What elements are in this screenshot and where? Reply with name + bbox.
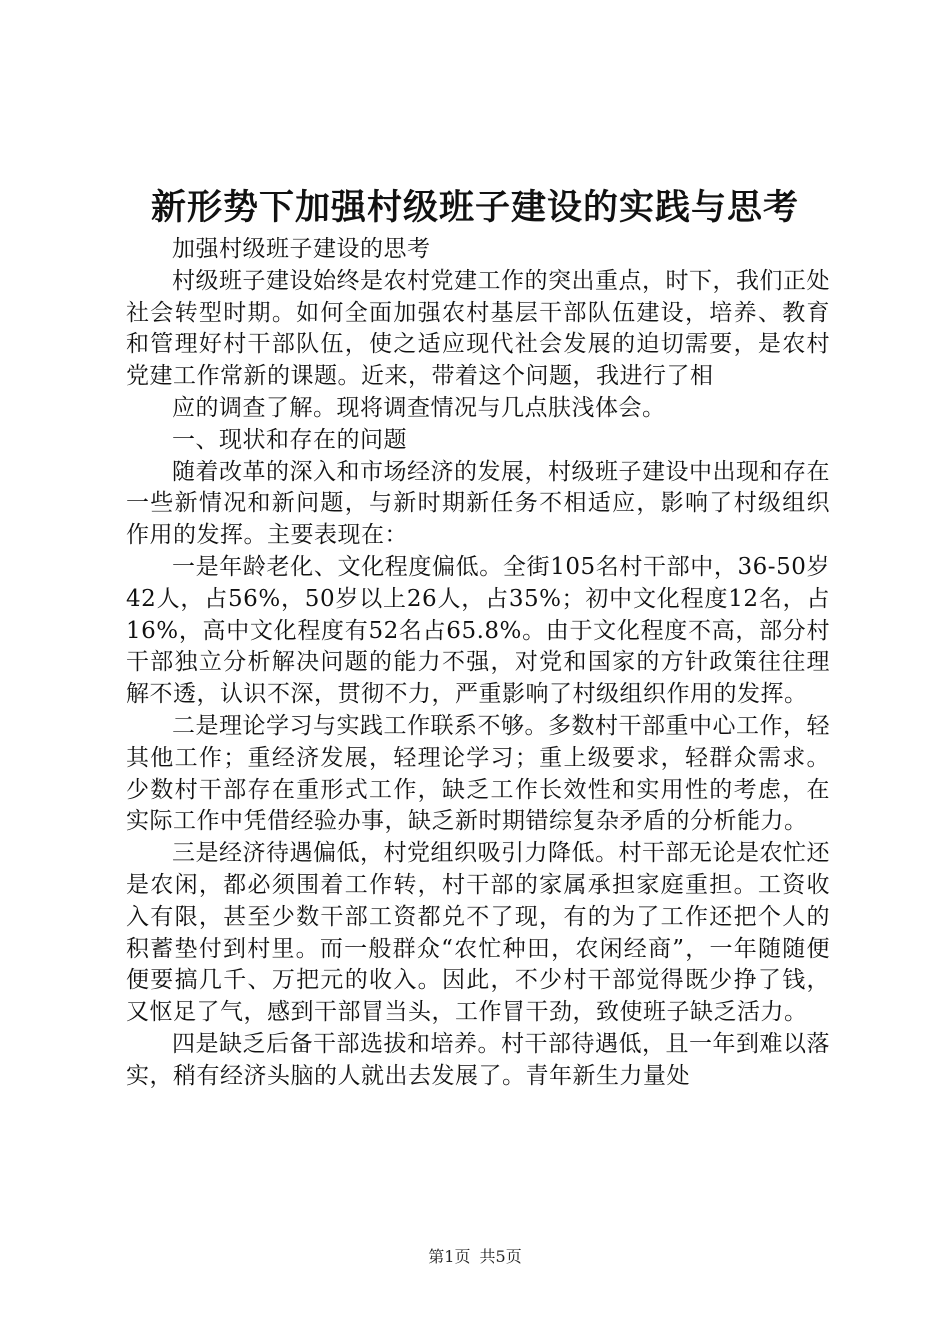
paragraph: 三是经济待遇偏低，村党组织吸引力降低。村干部无论是农忙还是农闲，都必须围着工作转，村干部的家属承担家庭重担。工资收入有限，甚至少数干部工资都兑不了现，有的为了工作还把个人的积蓄垫付到村里。而一般群众“农忙种田，农闲经商”，一年随随便便要搞几千、万把元的收入。因此，不少村干部觉得既少挣了钱，又怄足了气，感到干部冒当头，工作冒干劲，致使班子缺乏活力。 xyxy=(126,840,830,1026)
document-body xyxy=(126,234,830,1093)
page-number: 第1页 xyxy=(428,1247,471,1266)
paragraph: 二是理论学习与实践工作联系不够。多数村干部重中心工作，轻其他工作；重经济发展，轻理论学习；重上级要求，轻群众需求。少数村干部存在重形式工作，缺乏工作长效性和实用性的考虑，在实际工作中凭借经验办事，缺乏新时期错综复杂矛盾的分析能力。 xyxy=(126,712,830,835)
document-title: 新形势下加强村级班子建设的实践与思考 xyxy=(150,187,799,228)
section-heading: 一、现状和存在的问题 xyxy=(172,426,407,453)
paragraph: 四是缺乏后备干部选拔和培养。村干部待遇低，且一年到难以落实，稍有经济头脑的人就出去发展了。青年新生力量处 xyxy=(126,1030,830,1089)
paragraph: 村级班子建设始终是农村党建工作的突出重点，时下，我们正处社会转型时期。如何全面加强农村基层干部队伍建设，培养、教育和管理好村干部队伍，使之适应现代社会发展的迫切需要，是农村党建工作常新的课题。近来，带着这个问题，我进行了相 xyxy=(126,267,830,390)
page-total: 共5页 xyxy=(479,1247,522,1266)
paragraph: 应的调查了解。现将调查情况与几点肤浅体会。 xyxy=(172,394,666,421)
paragraph: 一是年龄老化、文化程度偏低。全街105名村干部中，36-50岁42人，占56%，50岁以上26人，占35%；初中文化程度12名，占16%，高中文化程度有52名占65.8%。由于文化程度不高，部分村干部独立分析解决问题的能力不强，对党和国家的方针政策往往理解不透，认识不深，贯彻不力，严重影响了村级组织作用的发挥。 xyxy=(126,553,830,708)
paragraph: 随着改革的深入和市场经济的发展，村级班子建设中出现和存在一些新情况和新问题，与新时期新任务不相适应，影响了村级组织作用的发挥。主要表现在： xyxy=(126,458,830,549)
page-footer xyxy=(0,1244,950,1267)
paragraph: 加强村级班子建设的思考 xyxy=(172,236,431,262)
